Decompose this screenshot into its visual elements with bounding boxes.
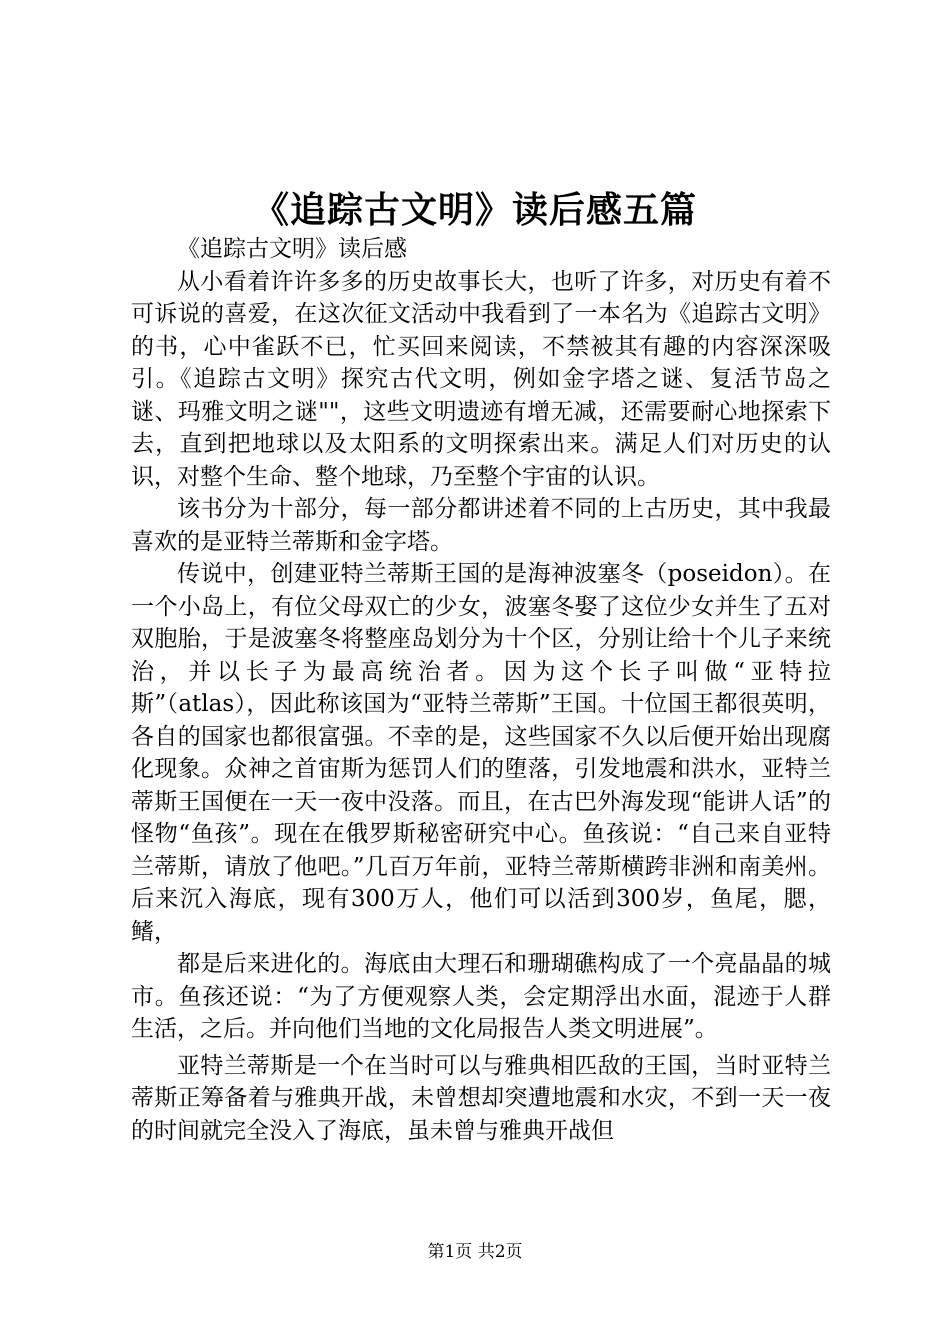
paragraph: 传说中，创建亚特兰蒂斯王国的是海神波塞冬（poseidon）。在一个小岛上，有位父母双亡的少女，波塞冬娶了这位少女并生了五对双胞胎，于是波塞冬将整座岛划分为十个区，分别让给十个儿子来统治，并以长子为最高统治者。因为这个长子叫做“亚特拉斯”（atlas），因此称该国为“亚特兰蒂斯”王国。十位国王都很英明，各自的国家也都很富强。不幸的是，这些国家不久以后便开始出现腐化现象。众神之首宙斯为惩罚人们的堕落，引发地震和洪水，亚特兰蒂斯王国便在一天一夜中没落。而且，在古巴外海发现“能讲人话”的怪物“鱼孩”。现在在俄罗斯秘密研究中心。鱼孩说：“自己来自亚特兰蒂斯，请放了他吧。”几百万年前，亚特兰蒂斯横跨非洲和南美州。后来沉入海底，现有300万人，他们可以活到300岁，鱼尾，腮，鳍， <box>131 561 831 945</box>
document-body <box>131 233 831 1147</box>
document-subtitle: 《追踪古文明》读后感 <box>177 236 407 262</box>
paragraph: 都是后来进化的。海底由大理石和珊瑚礁构成了一个亮晶晶的城市。鱼孩还说：“为了方便观察人类，会定期浮出水面，混迹于人群生活，之后。并向他们当地的文化局报告人类文明进展”。 <box>131 951 831 1042</box>
document-title: 《追踪古文明》读后感五篇 <box>252 189 697 231</box>
page-footer: 第1页 共2页 <box>427 1242 523 1262</box>
paragraph: 从小看着许许多多的历史故事长大，也听了许多，对历史有着不可诉说的喜爱，在这次征文活动中我看到了一本名为《追踪古文明》的书，心中雀跃不已，忙买回来阅读，不禁被其有趣的内容深深吸引。《追踪古文明》探究古代文明，例如金字塔之谜、复活节岛之谜、玛雅文明之谜""，这些文明遗迹有增无减，还需要耐心地探索下去，直到把地球以及太阳系的文明探索出来。满足人们对历史的认识，对整个生命、整个地球，乃至整个宇宙的认识。 <box>131 268 831 490</box>
paragraph: 亚特兰蒂斯是一个在当时可以与雅典相匹敌的王国，当时亚特兰蒂斯正筹备着与雅典开战，未曾想却突遭地震和水灾，不到一天一夜的时间就完全没入了海底，虽未曾与雅典开战但 <box>131 1052 831 1144</box>
paragraph: 该书分为十部分，每一部分都讲述着不同的上古历史，其中我最喜欢的是亚特兰蒂斯和金字塔。 <box>131 496 831 555</box>
